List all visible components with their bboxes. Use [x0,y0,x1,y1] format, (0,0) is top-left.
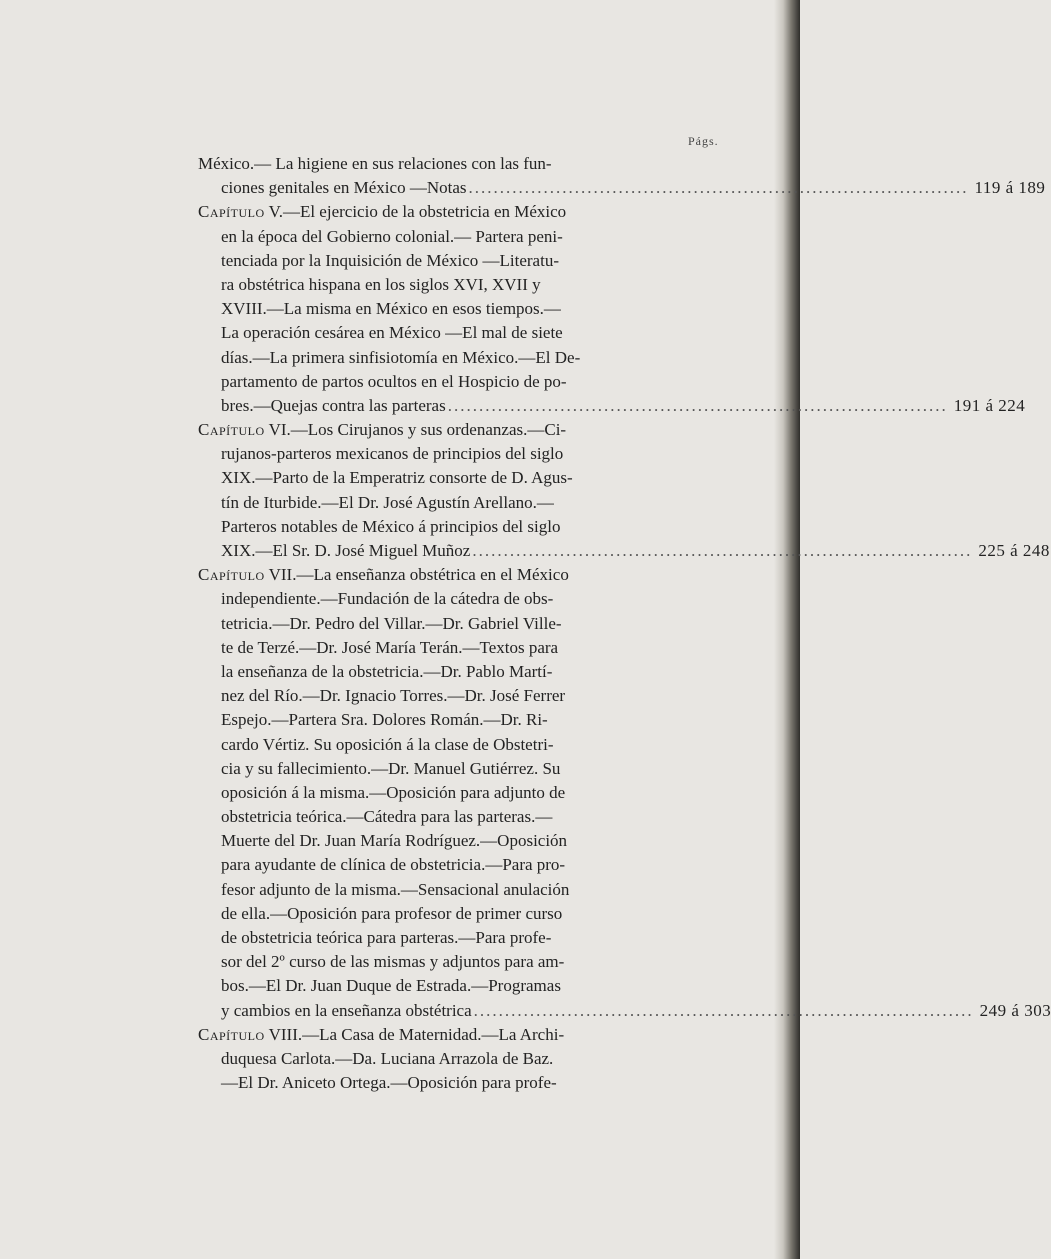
toc-line [198,442,718,466]
toc-line-text: tetricia.—Dr. Pedro del Villar.—Dr. Gabriel Ville- [221,613,562,633]
toc-line [198,660,718,684]
dot-leader: ................................................................................ [473,1000,974,1020]
toc-line-text: para ayudante de clínica de obstetricia.—Para pro- [221,855,566,875]
toc-line [198,805,718,829]
toc-line [198,346,718,370]
chapter-label: Capítulo [198,202,265,222]
toc-line [198,950,718,974]
toc-line [198,757,718,781]
toc-line [198,418,718,442]
toc-line-text: —El Dr. Aniceto Ortega.—Oposición para profe- [221,1073,557,1093]
toc-line [198,1023,718,1047]
toc-line-text: y cambios en la enseñanza obstétrica [221,1000,472,1020]
toc-line-text: fesor adjunto de la misma.—Sensacional anulación [221,879,570,899]
toc-line-text: días.—La primera sinfisiotomía en México.—El De- [221,347,581,367]
toc-line-text: tín de Iturbide.—El Dr. José Agustín Arellano.— [221,492,554,512]
toc-line-text: tenciada por la Inquisición de México —Literatu- [221,250,559,270]
chapter-label: Capítulo [198,565,265,585]
toc-line-text: VII.—La enseñanza obstétrica en el México [264,565,569,585]
toc-line [198,636,718,660]
toc-line [198,902,718,926]
toc-line [198,829,718,853]
toc-line-text: independiente.—Fundación de la cátedra de obs- [221,589,554,609]
toc-line [198,200,718,224]
toc-line [198,1071,718,1095]
toc-line-text: sor del 2º curso de las mismas y adjuntos para am- [221,952,565,972]
toc-line [198,225,718,249]
toc-line [198,152,718,176]
pages-column-heading: Págs. [688,134,719,148]
toc-line [198,974,718,998]
toc-line [198,878,718,902]
toc-line-text: te de Terzé.—Dr. José María Terán.—Textos para [221,637,559,657]
toc-line-text: XIX.—Parto de la Emperatriz consorte de D. Agus- [221,468,573,488]
toc-line-text: en la época del Gobierno colonial.— Partera peni- [221,226,563,246]
toc-line-text: Espejo.—Partera Sra. Dolores Román.—Dr. Ri- [221,710,548,730]
toc-line [198,708,718,732]
toc-line-text: VIII.—La Casa de Maternidad.—La Archi- [264,1024,565,1044]
toc-line-text: rujanos-parteros mexicanos de principios del siglo [221,444,564,464]
toc-line [198,297,718,321]
toc-line-text: nez del Río.—Dr. Ignacio Torres.—Dr. José Ferrer [221,686,566,706]
toc-line [198,926,718,950]
toc-line [198,684,718,708]
toc-line-text: La operación cesárea en México —El mal de siete [221,323,563,343]
toc-line-text: de obstetricia teórica para parteras.—Para profe- [221,928,552,947]
toc-line [198,853,718,877]
toc-line [198,515,718,539]
dot-leader: ................................................................................ [447,395,948,415]
table-of-contents [198,152,1051,1095]
toc-line [198,563,718,587]
toc-line-text: la enseñanza de la obstetricia.—Dr. Pablo Martí- [221,661,553,681]
toc-line-text: cia y su fallecimiento.—Dr. Manuel Gutiérrez. Su [221,758,561,778]
toc-line-text: bres.—Quejas contra las parteras [221,395,446,415]
toc-line-text: Parteros notables de México á principios del siglo [221,516,561,536]
toc-line-text: V.—El ejercicio de la obstetricia en México [264,202,567,222]
toc-line [198,370,718,394]
toc-line-text: XIX.—El Sr. D. José Miguel Muñoz [221,541,471,560]
page-range: 119 á 189 [974,178,1046,198]
toc-line [198,587,718,611]
toc-line [198,539,1050,563]
toc-line-text: XVIII.—La misma en México en esos tiempos.— [221,299,561,319]
toc-line [198,1047,718,1071]
dot-leader: ................................................................................ [472,541,973,560]
toc-line-text: VI.—Los Cirujanos y sus ordenanzas.—Ci- [264,420,567,440]
toc-line [198,176,1046,200]
toc-line [198,999,1051,1023]
toc-line-text: Muerte del Dr. Juan María Rodríguez.—Oposición [221,831,568,851]
chapter-label: Capítulo [198,420,265,440]
toc-line [198,321,718,345]
dot-leader: ................................................................................ [468,178,969,198]
toc-line [198,249,718,273]
page-range: 191 á 224 [953,395,1026,415]
toc-line-text: de ella.—Oposición para profesor de primer curso [221,903,563,923]
toc-line-text: cardo Vértiz. Su oposición á la clase de Obstetri- [221,734,554,754]
toc-line [198,466,718,490]
toc-line [198,612,718,636]
toc-line-text: obstetricia teórica.—Cátedra para las parteras.— [221,807,553,827]
toc-line-text: ciones genitales en México —Notas [221,178,467,198]
toc-line [198,491,718,515]
toc-line-text: oposición á la misma.—Oposición para adjunto de [221,782,566,802]
toc-line-text: partamento de partos ocultos en el Hospicio de po- [221,371,567,391]
toc-line-text: ra obstétrica hispana en los siglos XVI, XVII y [221,274,541,294]
page-range: 225 á 248 [978,541,1050,560]
toc-line-text: bos.—El Dr. Juan Duque de Estrada.—Programas [221,976,561,996]
page-range: 249 á 303 [979,1000,1051,1020]
toc-line [198,733,718,757]
toc-line [198,394,1026,418]
toc-line-text: duquesa Carlota.—Da. Luciana Arrazola de Baz. [221,1048,554,1068]
toc-line [198,273,718,297]
toc-line-text: México.— La higiene en sus relaciones con las fun- [198,154,552,173]
chapter-label: Capítulo [198,1024,265,1044]
toc-line [198,781,718,805]
